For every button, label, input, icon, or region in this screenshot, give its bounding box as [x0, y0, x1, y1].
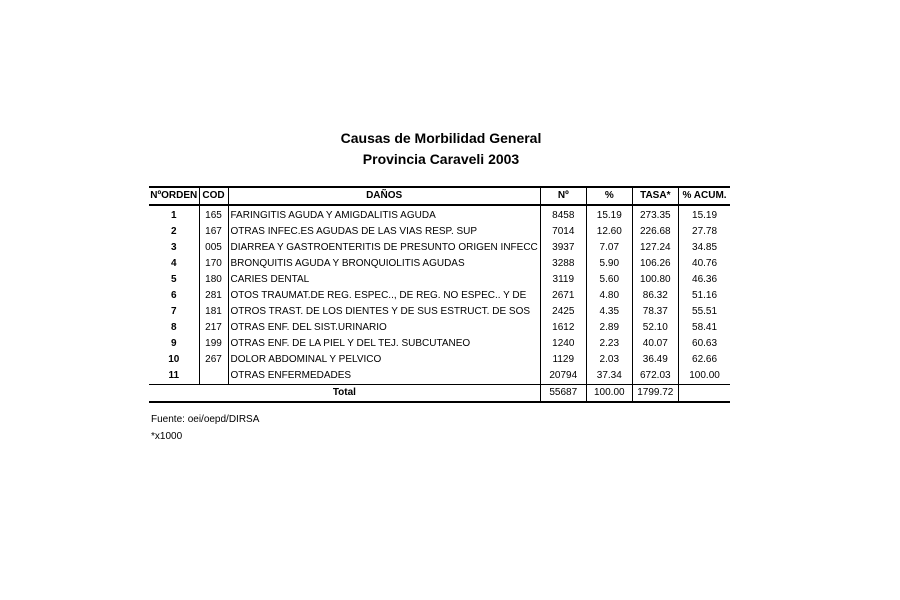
row-orden: 10 [168, 354, 180, 365]
row-tasa: 52.10 [632, 320, 678, 336]
row-porcentaje: 2.03 [586, 352, 632, 368]
row-cod [199, 368, 228, 385]
total-label: Total [149, 385, 540, 403]
table-row [149, 256, 730, 272]
row-tasa: 78.37 [632, 304, 678, 320]
table-row [149, 205, 730, 224]
row-porcentaje: 5.90 [586, 256, 632, 272]
row-porcentaje: 4.80 [586, 288, 632, 304]
row-acumulado: 40.76 [678, 256, 730, 272]
row-cod: 199 [199, 336, 228, 352]
row-tasa: 672.03 [632, 368, 678, 385]
row-danos: OTOS TRAUMAT.DE REG. ESPEC.., DE REG. NO ESPEC.. Y DE [228, 288, 540, 304]
total-row [149, 385, 730, 403]
row-numero: 1129 [540, 352, 586, 368]
row-acumulado: 27.78 [678, 224, 730, 240]
row-orden: 11 [168, 370, 180, 381]
table-subtitle: Provincia Caraveli 2003 [362, 151, 520, 167]
row-acumulado: 51.16 [678, 288, 730, 304]
row-danos: OTRAS ENF. DEL SIST.URINARIO [228, 320, 540, 336]
row-numero: 3119 [540, 272, 586, 288]
row-cod: 167 [199, 224, 228, 240]
morbidity-table [149, 186, 730, 403]
row-tasa: 86.32 [632, 288, 678, 304]
row-cod: 181 [199, 304, 228, 320]
row-numero: 2671 [540, 288, 586, 304]
row-cod: 217 [199, 320, 228, 336]
row-orden: 3 [170, 242, 177, 253]
row-numero: 1240 [540, 336, 586, 352]
row-cod: 267 [199, 352, 228, 368]
row-orden: 9 [170, 338, 177, 349]
row-porcentaje: 7.07 [586, 240, 632, 256]
table-row [149, 368, 730, 385]
row-acumulado: 62.66 [678, 352, 730, 368]
row-cod: 170 [199, 256, 228, 272]
row-danos: CARIES DENTAL [228, 272, 540, 288]
row-numero: 7014 [540, 224, 586, 240]
row-porcentaje: 12.60 [586, 224, 632, 240]
source-note: Fuente: oei/oepd/DIRSA [151, 414, 260, 425]
header-numero: Nº [540, 187, 586, 205]
table-row [149, 320, 730, 336]
total-numero: 55687 [540, 385, 586, 403]
row-acumulado: 100.00 [678, 368, 730, 385]
header-row [149, 187, 730, 205]
row-numero: 20794 [540, 368, 586, 385]
total-acumulado-empty [678, 385, 730, 403]
row-acumulado: 34.85 [678, 240, 730, 256]
total-tasa: 1799.72 [632, 385, 678, 403]
row-cod: 005 [199, 240, 228, 256]
header-acumulado: % ACUM. [678, 187, 730, 205]
row-tasa: 36.49 [632, 352, 678, 368]
row-danos: OTRAS ENFERMEDADES [228, 368, 540, 385]
table-row [149, 336, 730, 352]
table-row [149, 240, 730, 256]
row-danos: OTRAS ENF. DE LA PIEL Y DEL TEJ. SUBCUTANEO [228, 336, 540, 352]
row-danos: DOLOR ABDOMINAL Y PELVICO [228, 352, 540, 368]
row-acumulado: 58.41 [678, 320, 730, 336]
row-numero: 1612 [540, 320, 586, 336]
row-tasa: 226.68 [632, 224, 678, 240]
row-orden: 5 [170, 274, 177, 285]
row-cod: 165 [199, 205, 228, 224]
header-porcentaje: % [586, 187, 632, 205]
row-porcentaje: 2.89 [586, 320, 632, 336]
row-orden: 1 [170, 210, 177, 221]
header-cod: COD [199, 187, 228, 205]
total-porcentaje: 100.00 [586, 385, 632, 403]
row-danos: FARINGITIS AGUDA Y AMIGDALITIS AGUDA [228, 205, 540, 224]
row-acumulado: 55.51 [678, 304, 730, 320]
row-orden: 2 [170, 226, 177, 237]
row-numero: 2425 [540, 304, 586, 320]
row-numero: 8458 [540, 205, 586, 224]
table-row [149, 352, 730, 368]
row-porcentaje: 4.35 [586, 304, 632, 320]
header-orden: NºORDEN [149, 187, 199, 205]
table-row [149, 288, 730, 304]
row-tasa: 106.26 [632, 256, 678, 272]
row-porcentaje: 37.34 [586, 368, 632, 385]
row-tasa: 100.80 [632, 272, 678, 288]
header-tasa: TASA* [632, 187, 678, 205]
header-danos: DAÑOS [228, 187, 540, 205]
row-danos: OTROS TRAST. DE LOS DIENTES Y DE SUS ESTRUCT. DE SOS [228, 304, 540, 320]
row-porcentaje: 2.23 [586, 336, 632, 352]
row-orden: 7 [170, 306, 177, 317]
row-numero: 3288 [540, 256, 586, 272]
row-acumulado: 15.19 [678, 205, 730, 224]
row-tasa: 40.07 [632, 336, 678, 352]
table-row [149, 304, 730, 320]
row-tasa: 273.35 [632, 205, 678, 224]
row-acumulado: 60.63 [678, 336, 730, 352]
row-cod: 281 [199, 288, 228, 304]
rate-footnote: *x1000 [151, 431, 183, 442]
row-orden: 8 [170, 322, 177, 333]
row-danos: DIARREA Y GASTROENTERITIS DE PRESUNTO ORIGEN INFECC [228, 240, 540, 256]
row-orden: 4 [170, 258, 177, 269]
row-porcentaje: 5.60 [586, 272, 632, 288]
row-tasa: 127.24 [632, 240, 678, 256]
row-porcentaje: 15.19 [586, 205, 632, 224]
row-cod: 180 [199, 272, 228, 288]
table-row [149, 224, 730, 240]
table-row [149, 272, 730, 288]
row-danos: OTRAS INFEC.ES AGUDAS DE LAS VIAS RESP. SUP [228, 224, 540, 240]
row-numero: 3937 [540, 240, 586, 256]
row-orden: 6 [170, 290, 177, 301]
row-danos: BRONQUITIS AGUDA Y BRONQUIOLITIS AGUDAS [228, 256, 540, 272]
table-title: Causas de Morbilidad General [340, 130, 542, 146]
row-acumulado: 46.36 [678, 272, 730, 288]
